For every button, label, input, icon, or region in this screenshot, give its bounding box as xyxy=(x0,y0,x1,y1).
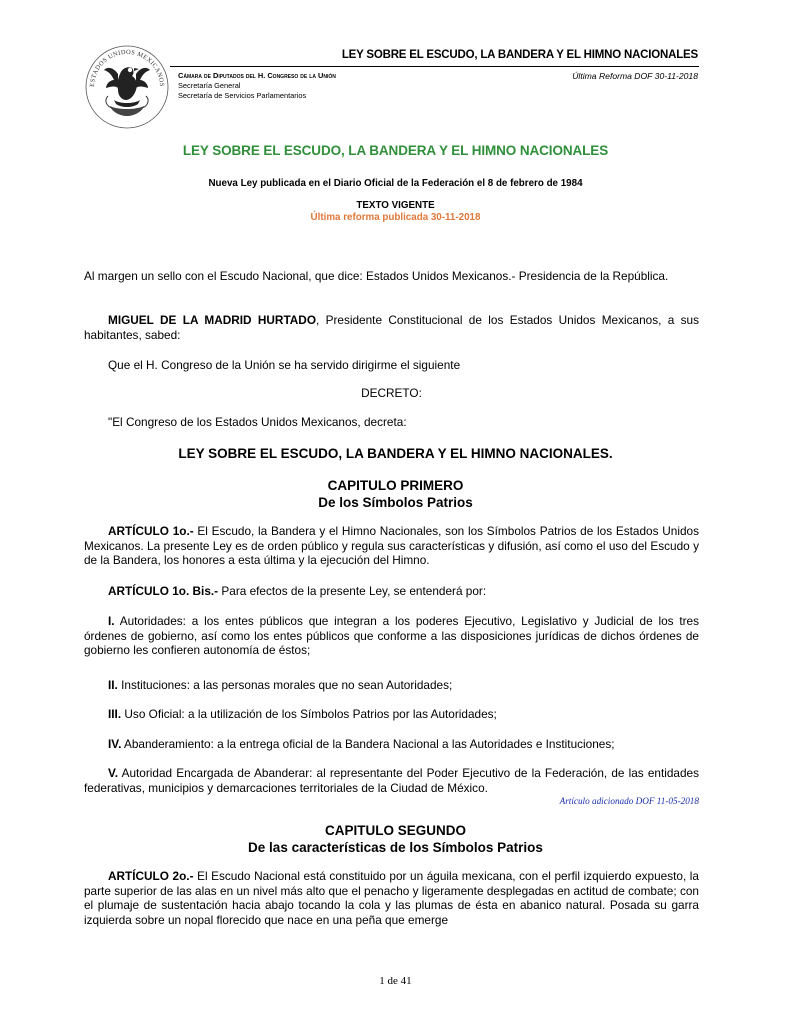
article-1bis xyxy=(84,584,699,599)
article-2-text: El Escudo Nacional está constituido por un águila mexicana, con el perfil izquierdo expuesto, la parte superior de las alas en un nivel más alto que el penacho y ligeramente desplegadas en actitud de combate; con el plumaje de sustentación hacia abajo tocando la cola y las plumas de ésta en abanico natural. Posada su garra izquierda sobre un nopal florecido que nace en una peña que emerge xyxy=(84,869,699,927)
article-1bis-amendment-note: Artículo adicionado DOF 11-05-2018 xyxy=(559,796,699,806)
article-1bis-item-4 xyxy=(84,737,699,752)
chapter2-label: CAPITULO SEGUNDO xyxy=(324,823,466,838)
item-text: Instituciones: a las personas morales que no sean Autoridades; xyxy=(117,678,453,692)
page-number: 1 de 41 xyxy=(379,975,412,987)
article-1bis-text: Para efectos de la presente Ley, se entenderá por: xyxy=(218,584,487,598)
item-number: I. xyxy=(108,614,115,628)
decreta-paragraph: "El Congreso de los Estados Unidos Mexicanos, decreta: xyxy=(108,415,407,429)
article-2-label: ARTÍCULO 2o.- xyxy=(108,869,194,883)
header-document-title: LEY SOBRE EL ESCUDO, LA BANDERA Y EL HIMNO NACIONALES xyxy=(341,49,698,61)
president-paragraph xyxy=(84,313,699,342)
article-1bis-item-2 xyxy=(84,678,699,693)
texto-vigente: TEXTO VIGENTE xyxy=(356,200,435,211)
congreso-paragraph: Que el H. Congreso de la Unión se ha servido dirigirme el siguiente xyxy=(108,358,461,372)
item-number: V. xyxy=(108,766,119,780)
national-seal-logo xyxy=(84,44,170,130)
margin-seal-paragraph: Al margen un sello con el Escudo Nacional, que dice: Estados Unidos Mexicanos.- Presidencia de la República. xyxy=(84,269,669,283)
item-text: Autoridad Encargada de Abanderar: al representante del Poder Ejecutivo de la Federación, de las entidades federativas, municipios y demarcaciones territoriales de la Ciudad de México. xyxy=(84,766,699,795)
item-text: Autoridades: a los entes públicos que integran a los poderes Ejecutivo, Legislativo y Judicial de los tres órdenes de gobierno, así como los entes públicos que conforme a las disposiciones jurídicas de dichos órdenes de gobierno les confieren autonomía de éstos; xyxy=(84,614,699,658)
seal-text: ESTADOS UNIDOS MEXICANOS xyxy=(88,48,166,88)
chapter1-title: De los Símbolos Patrios xyxy=(318,495,473,510)
article-1 xyxy=(84,524,699,568)
main-title: LEY SOBRE EL ESCUDO, LA BANDERA Y EL HIMNO NACIONALES xyxy=(182,143,609,158)
article-1bis-item-3 xyxy=(84,707,699,722)
item-number: IV. xyxy=(108,737,122,751)
president-name: MIGUEL DE LA MADRID HURTADO xyxy=(108,313,316,327)
item-number: III. xyxy=(108,707,122,721)
law-title: LEY SOBRE EL ESCUDO, LA BANDERA Y EL HIMNO NACIONALES. xyxy=(178,446,613,461)
article-1-text: El Escudo, la Bandera y el Himno Nacionales, son los Símbolos Patrios de los Estados Unidos Mexicanos. La presente Ley es de orden público y regula sus características y difusión, así como el uso del Escudo y de la Bandera, los honores a esta última y la ejecución del Himno. xyxy=(84,524,699,568)
institution-line-3: Secretaría de Servicios Parlamentarios xyxy=(178,91,307,100)
institution-line-2: Secretaría General xyxy=(178,81,241,90)
item-text: Abanderamiento: a la entrega oficial de la Bandera Nacional a las Autoridades e Instituciones; xyxy=(121,737,615,751)
publication-line: Nueva Ley publicada en el Diario Oficial de la Federación el 8 de febrero de 1984 xyxy=(208,178,583,189)
item-number: II. xyxy=(108,678,118,692)
header-rule xyxy=(170,66,699,67)
article-2 xyxy=(84,869,699,927)
institution-line-1: Cámara de Diputados del H. Congreso de la Unión xyxy=(178,71,336,80)
ultima-reforma: Última reforma publicada 30-11-2018 xyxy=(310,212,481,223)
chapter2-title: De las características de los Símbolos Patrios xyxy=(248,840,543,855)
article-1bis-label: ARTÍCULO 1o. Bis.- xyxy=(108,584,219,598)
president-text: , Presidente Constitucional de los Estados Unidos Mexicanos, a sus habitantes, sabed: xyxy=(84,313,699,342)
article-1-label: ARTÍCULO 1o.- xyxy=(108,524,194,538)
article-1bis-item-1 xyxy=(84,614,699,658)
chapter1-label: CAPITULO PRIMERO xyxy=(327,478,464,493)
header-reform-note: Última Reforma DOF 30-11-2018 xyxy=(572,71,698,81)
article-1bis-item-5 xyxy=(84,766,699,795)
header-institution xyxy=(178,71,336,101)
decreto-label: DECRETO: xyxy=(361,386,422,400)
item-text: Uso Oficial: a la utilización de los Símbolos Patrios por las Autoridades; xyxy=(121,707,497,721)
